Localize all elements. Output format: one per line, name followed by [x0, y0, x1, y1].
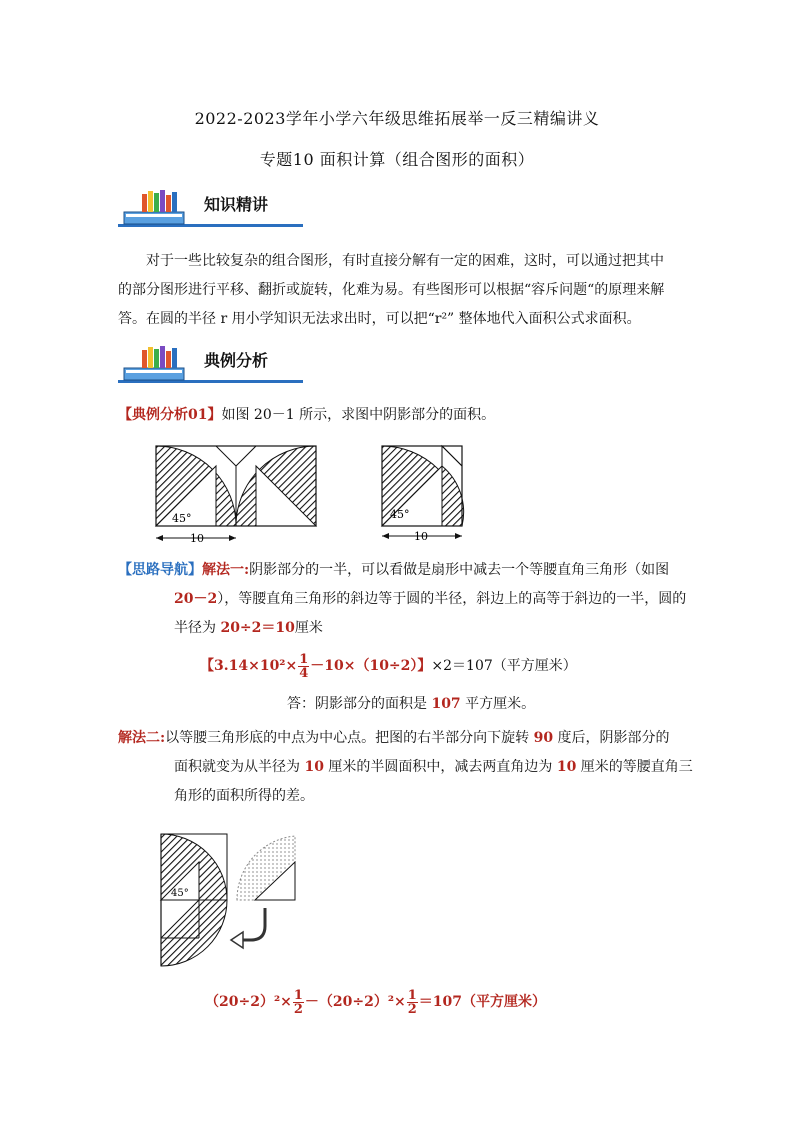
knowledge-line-1: 对于一些比较复杂的组合图形，有时直接分解有一定的困难，这时，可以通过把其中 — [146, 253, 664, 269]
formula-part-b: －10×（10÷2）】 — [310, 658, 432, 674]
document-title: 2022-2023学年小学六年级思维拓展举一反三精编讲义 — [194, 109, 600, 128]
example-tag: 【典例分析01】 — [118, 407, 222, 423]
figure-left — [156, 446, 316, 545]
formula2-part-c: ＝107（平方厘米） — [418, 994, 546, 1010]
figure-right — [382, 446, 464, 543]
method1-line1: 阴影部分的一半，可以看做是扇形中减去一个等腰直角三角形（如图 — [249, 562, 670, 578]
fraction-half-1: $\frac{1}{2}$ — [293, 987, 303, 1017]
angle-label: 45° — [390, 508, 410, 521]
method1-formula — [200, 652, 700, 681]
knowledge-line-2: 的部分图形进行平移、翻折或旋转，化难为易。有些图形可以根据“容斥问题“的原理来解 — [118, 282, 665, 298]
section-label-examples: 典例分析 — [204, 351, 269, 370]
length-label: 10 — [414, 530, 428, 543]
fraction-quarter: $\frac{1}{4}$ — [299, 651, 309, 681]
figure-rotation — [155, 822, 305, 972]
method2-formula — [205, 988, 655, 1017]
section-header-knowledge — [118, 186, 308, 236]
formula2-part-a: （20÷2）²× — [205, 994, 292, 1010]
formula-part-c: ×2＝107（平方厘米） — [431, 658, 577, 674]
method1-label: 解法一: — [202, 562, 250, 578]
angle-label: 45° — [171, 888, 189, 899]
method1-line3-a: 半径为 — [174, 620, 221, 636]
method2-label: 解法二: — [118, 730, 166, 746]
method1-line3-b: 厘米 — [294, 620, 323, 636]
formula2-part-b: －（20÷2）²× — [304, 994, 406, 1010]
formula-part-a: 【3.14×10²× — [200, 658, 298, 674]
method1-tag: 【思路导航】 — [118, 562, 202, 578]
method1-line2: ），等腰直角三角形的斜边等于圆的半径，斜边上的高等于斜边的一半，圆的 — [217, 591, 687, 607]
method2-line3: 角形的面积所得的差。 — [174, 788, 314, 804]
method1-answer: 答：阴影部分的面积是 107 平方厘米。 — [287, 696, 536, 712]
method1-radius: 20÷2＝10 — [220, 620, 295, 636]
method2-block: 解法二:以等腰三角形底的中点为中心点。把图的右半部分向下旋转 90 度后，阴影部分的 面积就变为从半径为 10 厘米的半圆面积中，减去两直角边为 10 厘米的等腰直角三 角形的面积所得的差。 — [118, 724, 718, 811]
angle-label: 45° — [172, 512, 192, 525]
document-subtitle: 专题10 面积计算（组合图形的面积） — [259, 150, 535, 169]
knowledge-line-3: 答。在圆的半径 r 用小学知识无法求出时，可以把“r²” 整体地代入面积公式求面积。 — [118, 311, 641, 327]
figure-20-1 — [150, 432, 490, 550]
method1-figure-ref: 20－2 — [174, 591, 218, 607]
method1-block — [118, 556, 718, 643]
fraction-half-2: $\frac{1}{2}$ — [407, 987, 417, 1017]
rotate-arrow-icon — [231, 932, 243, 948]
length-label: 10 — [190, 532, 204, 545]
example-question — [118, 401, 738, 430]
section-header-examples — [118, 342, 308, 392]
section-label-knowledge: 知识精讲 — [204, 195, 269, 214]
knowledge-paragraph — [118, 247, 718, 334]
example-question-text: 如图 20－1 所示，求图中阴影部分的面积。 — [221, 407, 496, 423]
